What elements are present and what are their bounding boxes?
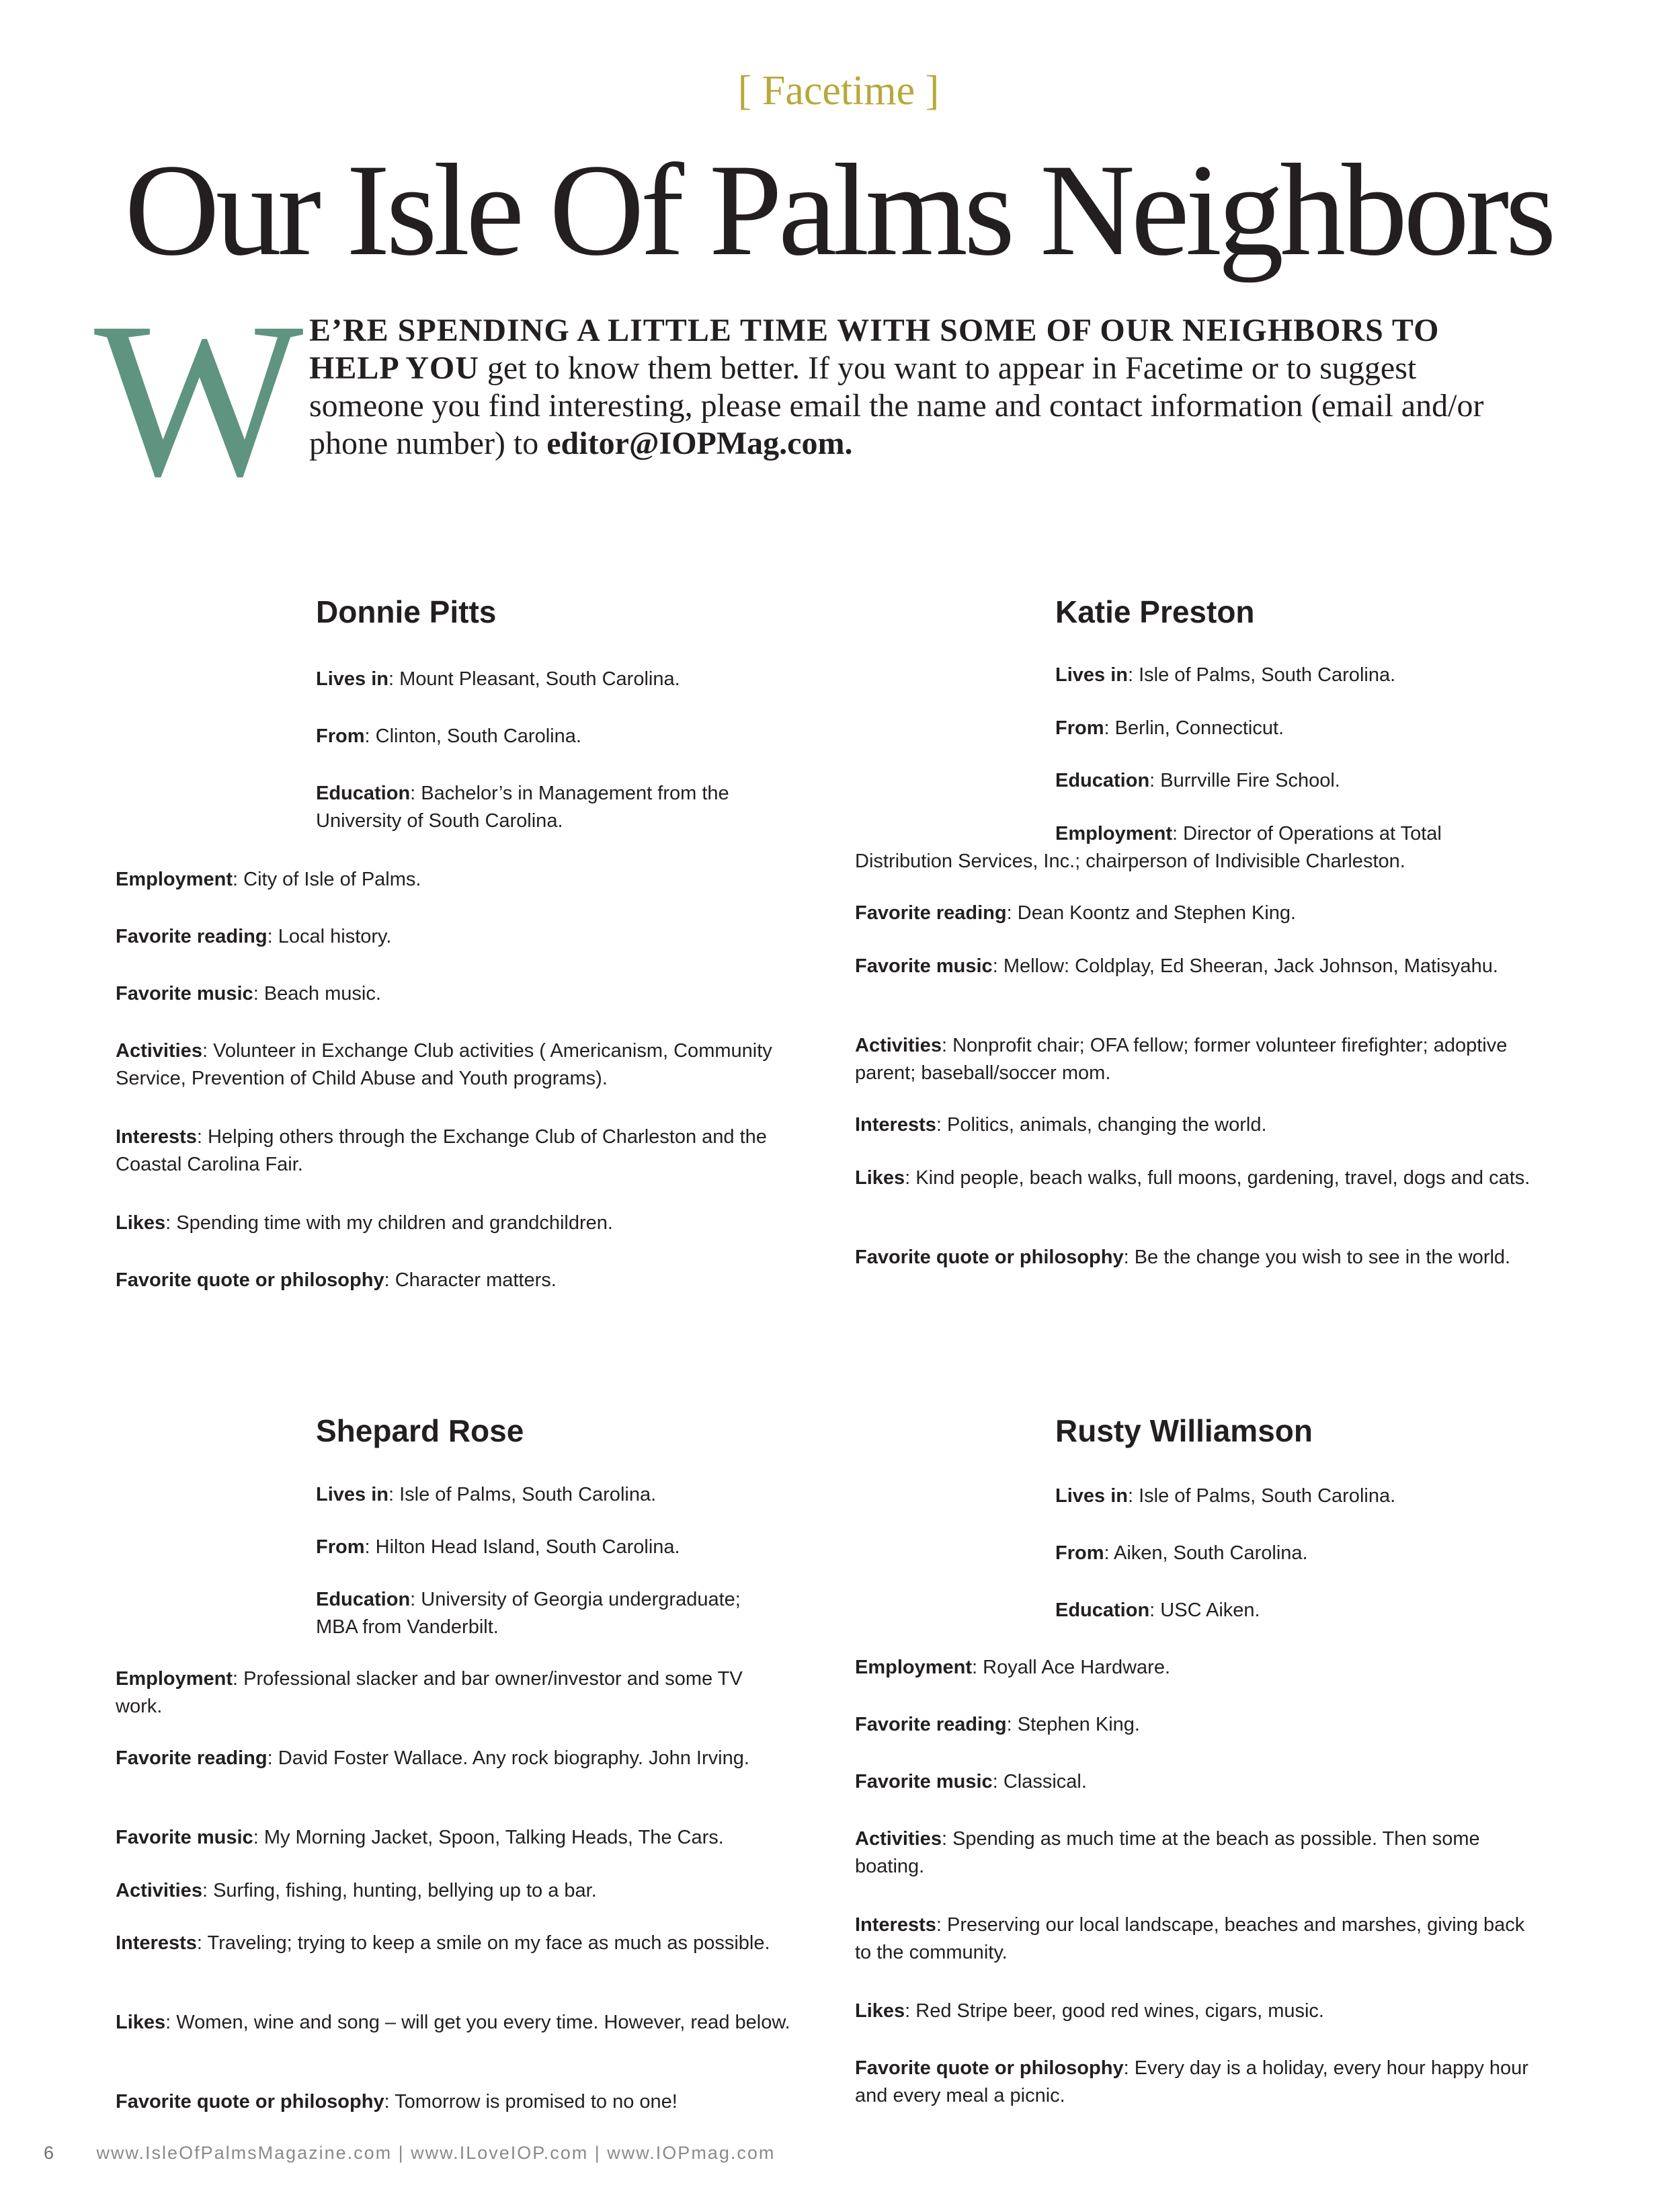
profile-field: Employment: City of Isle of Palms. — [116, 869, 421, 890]
field-value: Spending as much time at the beach as possible. Then some boating. — [855, 1828, 1480, 1877]
field-value: Hilton Head Island, South Carolina. — [375, 1536, 680, 1558]
profile-field: Activities: Volunteer in Exchange Club activities ( Americanism, Community Service, Prevention of Child Abuse and Youth programs). — [116, 1040, 772, 1089]
intro-body: get to know them better. If you want to appear in Facetime or to suggest someone you find interesting, please email the name and contact information (email and/or phone number) to — [309, 350, 1484, 461]
field-value: USC Aiken. — [1160, 1599, 1260, 1621]
field-label: Favorite music — [855, 1771, 993, 1792]
field-value: Kind people, beach walks, full moons, gardening, travel, dogs and cats. — [915, 1167, 1530, 1189]
field-value: Isle of Palms, South Carolina. — [399, 1484, 657, 1505]
profile-field: Employment: Director of Operations at Total Distribution Services, Inc.; chairperson of Indivisible Charleston. — [855, 823, 1442, 872]
field-value: David Foster Wallace. Any rock biography. John Irving. — [278, 1747, 749, 1769]
field-value: Every day is a holiday, every hour happy hour and every meal a picnic. — [855, 2057, 1528, 2106]
field-label: Employment — [116, 1668, 233, 1690]
profile-field: Interests: Preserving our local landscape, beaches and marshes, giving back to the community. — [855, 1914, 1525, 1963]
profile-field: Favorite quote or philosophy: Every day is a holiday, every hour happy hour and every meal a picnic. — [855, 2057, 1528, 2106]
field-label: Favorite quote or philosophy — [116, 1269, 384, 1291]
field-value: Bachelor’s in Management from the University of South Carolina. — [316, 783, 729, 832]
field-label: Favorite reading — [116, 926, 268, 947]
profile-field: Favorite quote or philosophy: Tomorrow is promised to no one! — [116, 2091, 678, 2112]
field-value: Nonprofit chair; OFA fellow; former volunteer firefighter; adoptive parent; baseball/soccer mom. — [855, 1035, 1508, 1084]
field-label: Likes — [116, 1212, 166, 1234]
field-value: Burrville Fire School. — [1160, 770, 1340, 791]
field-label: Employment — [116, 869, 233, 890]
field-value: Volunteer in Exchange Club activities ( Americanism, Community Service, Prevention of Child Abuse and Youth programs). — [116, 1040, 772, 1089]
profile-field: Lives in: Mount Pleasant, South Carolina. — [316, 668, 680, 690]
field-value: Classical. — [1003, 1771, 1087, 1792]
field-value: Tomorrow is promised to no one! — [395, 2091, 678, 2112]
field-label: Education — [316, 1589, 411, 1610]
field-value: University of Georgia undergraduate; MBA from Vanderbilt. — [316, 1589, 741, 1638]
field-value: Aiken, South Carolina. — [1114, 1542, 1308, 1564]
field-label: Education — [1055, 770, 1150, 791]
field-label: Activities — [116, 1040, 202, 1062]
field-value: My Morning Jacket, Spoon, Talking Heads, The Cars. — [263, 1827, 724, 1848]
section-tag: [ Facetime ] — [737, 68, 940, 114]
field-label: Interests — [855, 1114, 936, 1136]
field-label: Interests — [116, 1126, 197, 1148]
field-label: Likes — [855, 2000, 905, 2022]
page-footer — [44, 2143, 775, 2164]
field-value: Professional slacker and bar owner/investor and some TV work. — [116, 1668, 743, 1717]
field-label: Activities — [855, 1035, 942, 1056]
field-value: Mellow: Coldplay, Ed Sheeran, Jack Johnson, Matisyahu. — [1003, 955, 1498, 977]
field-label: Favorite quote or philosophy — [116, 2091, 384, 2112]
field-value: Spending time with my children and grandchildren. — [176, 1212, 613, 1234]
field-value: Dean Koontz and Stephen King. — [1017, 902, 1297, 924]
field-label: Interests — [855, 1914, 936, 1936]
field-value: Be the change you wish to see in the world. — [1134, 1247, 1511, 1268]
field-label: Favorite music — [116, 1827, 253, 1848]
profile-name: Shepard Rose — [316, 1413, 524, 1448]
profile-field: Activities: Surfing, fishing, hunting, bellying up to a bar. — [116, 1880, 597, 1901]
field-label: Employment — [855, 1657, 973, 1678]
profile-field: Interests: Helping others through the Exchange Club of Charleston and the Coastal Carolina Fair. — [116, 1126, 767, 1175]
field-value: Stephen King. — [1017, 1714, 1140, 1735]
profile-field: Favorite music: Beach music. — [116, 983, 381, 1004]
profile-field: Favorite reading: David Foster Wallace. Any rock biography. John Irving. — [116, 1747, 749, 1769]
profile-field: Activities: Spending as much time at the beach as possible. Then some boating. — [855, 1828, 1480, 1877]
field-value: Isle of Palms, South Carolina. — [1139, 1485, 1396, 1507]
field-value: City of Isle of Palms. — [243, 869, 421, 890]
profile-name: Rusty Williamson — [1055, 1413, 1313, 1448]
field-label: Lives in — [1055, 664, 1128, 686]
intro-lead: E’RE SPENDING A LITTLE TIME WITH SOME OF OUR NEIGHBORS TO HELP YOU — [309, 313, 1440, 386]
profile-field: Favorite quote or philosophy: Character matters. — [116, 1269, 557, 1291]
field-label: Favorite reading — [116, 1747, 268, 1769]
profile-field: Employment: Professional slacker and bar owner/investor and some TV work. — [116, 1668, 743, 1717]
editor-email-link[interactable]: editor@IOPMag.com. — [546, 426, 853, 461]
profile-field: From: Berlin, Connecticut. — [1055, 717, 1284, 739]
field-value: Berlin, Connecticut. — [1114, 717, 1284, 739]
profile-field: From: Hilton Head Island, South Carolina. — [316, 1536, 680, 1558]
field-value: Politics, animals, changing the world. — [947, 1114, 1267, 1136]
field-value: Surfing, fishing, hunting, bellying up to a bar. — [213, 1880, 597, 1901]
profile-field: Favorite reading: Local history. — [116, 926, 392, 947]
intro-paragraph — [309, 312, 1512, 463]
profile-field: Likes: Red Stripe beer, good red wines, cigars, music. — [855, 2000, 1324, 2022]
field-label: Employment — [1055, 823, 1173, 844]
field-label: From — [1055, 1542, 1104, 1564]
profile-field: Interests: Politics, animals, changing the world. — [855, 1114, 1267, 1136]
drop-cap: W — [94, 277, 304, 522]
profile-field: Activities: Nonprofit chair; OFA fellow; former volunteer firefighter; adoptive parent; baseball/soccer mom. — [855, 1035, 1508, 1084]
profile-field: Favorite music: Classical. — [855, 1771, 1087, 1792]
profile-field: Favorite reading: Dean Koontz and Stephen King. — [855, 902, 1297, 924]
profile-field: Lives in: Isle of Palms, South Carolina. — [1055, 1485, 1396, 1507]
field-label: Interests — [116, 1932, 197, 1954]
field-value: Beach music. — [263, 983, 381, 1004]
profile-name: Katie Preston — [1055, 594, 1255, 629]
field-label: Education — [316, 783, 411, 804]
profile-name: Donnie Pitts — [316, 594, 497, 629]
field-label: Favorite reading — [855, 902, 1007, 924]
field-label: From — [316, 1536, 365, 1558]
profile-field: Favorite reading: Stephen King. — [855, 1714, 1140, 1735]
field-label: Activities — [116, 1880, 202, 1901]
profile-field: Favorite music: My Morning Jacket, Spoon, Talking Heads, The Cars. — [116, 1827, 724, 1848]
field-value: Character matters. — [395, 1269, 557, 1291]
field-label: From — [316, 725, 365, 747]
field-label: Likes — [116, 2012, 166, 2033]
profile-field: Likes: Spending time with my children and grandchildren. — [116, 1212, 613, 1234]
profile-field: Interests: Traveling; trying to keep a smile on my face as much as possible. — [116, 1932, 770, 1954]
field-value: Women, wine and song – will get you every time. However, read below. — [176, 2012, 790, 2033]
profile-field: Favorite music: Mellow: Coldplay, Ed Sheeran, Jack Johnson, Matisyahu. — [855, 955, 1498, 977]
profile-field: Likes: Women, wine and song – will get you every time. However, read below. — [116, 2012, 790, 2033]
field-value: Clinton, South Carolina. — [375, 725, 581, 747]
profile-field: Lives in: Isle of Palms, South Carolina. — [1055, 664, 1396, 686]
field-label: Lives in — [316, 1484, 388, 1505]
field-value: Traveling; trying to keep a smile on my face as much as possible. — [207, 1932, 770, 1954]
page-title: Our Isle Of Palms Neighbors — [124, 137, 1553, 283]
field-label: Favorite quote or philosophy — [855, 1247, 1124, 1268]
field-value: Royall Ace Hardware. — [983, 1657, 1170, 1678]
field-label: Likes — [855, 1167, 905, 1189]
profile-field: Education: USC Aiken. — [1055, 1599, 1260, 1621]
profile-field: Education: University of Georgia undergraduate; MBA from Vanderbilt. — [316, 1589, 741, 1638]
footer-links[interactable]: www.IsleOfPalmsMagazine.com | www.ILoveIOP.com | www.IOPmag.com — [96, 2143, 776, 2163]
field-value: Red Stripe beer, good red wines, cigars, music. — [915, 2000, 1324, 2022]
profile-field: From: Clinton, South Carolina. — [316, 725, 581, 747]
field-value: Mount Pleasant, South Carolina. — [399, 668, 680, 690]
field-value: Preserving our local landscape, beaches and marshes, giving back to the community. — [855, 1914, 1525, 1963]
field-value: Local history. — [278, 926, 392, 947]
field-label: Education — [1055, 1599, 1150, 1621]
field-label: Favorite music — [116, 983, 253, 1004]
field-label: Lives in — [316, 668, 388, 690]
profile-field: From: Aiken, South Carolina. — [1055, 1542, 1308, 1564]
field-label: From — [1055, 717, 1104, 739]
field-value: Director of Operations at Total Distribution Services, Inc.; chairperson of Indivisible Charleston. — [855, 823, 1442, 872]
profile-field: Employment: Royall Ace Hardware. — [855, 1657, 1170, 1678]
profile-field: Education: Bachelor’s in Management from the University of South Carolina. — [316, 783, 729, 832]
field-label: Favorite music — [855, 955, 993, 977]
field-label: Favorite quote or philosophy — [855, 2057, 1124, 2079]
field-label: Lives in — [1055, 1485, 1128, 1507]
field-value: Helping others through the Exchange Club of Charleston and the Coastal Carolina Fair. — [116, 1126, 767, 1175]
profile-field: Education: Burrville Fire School. — [1055, 770, 1340, 791]
profile-field: Favorite quote or philosophy: Be the change you wish to see in the world. — [855, 1247, 1511, 1268]
field-label: Favorite reading — [855, 1714, 1007, 1735]
field-value: Isle of Palms, South Carolina. — [1139, 664, 1396, 686]
profile-field: Likes: Kind people, beach walks, full moons, gardening, travel, dogs and cats. — [855, 1167, 1530, 1189]
profile-field: Lives in: Isle of Palms, South Carolina. — [316, 1484, 657, 1505]
field-label: Activities — [855, 1828, 942, 1850]
page-number: 6 — [44, 2143, 56, 2163]
